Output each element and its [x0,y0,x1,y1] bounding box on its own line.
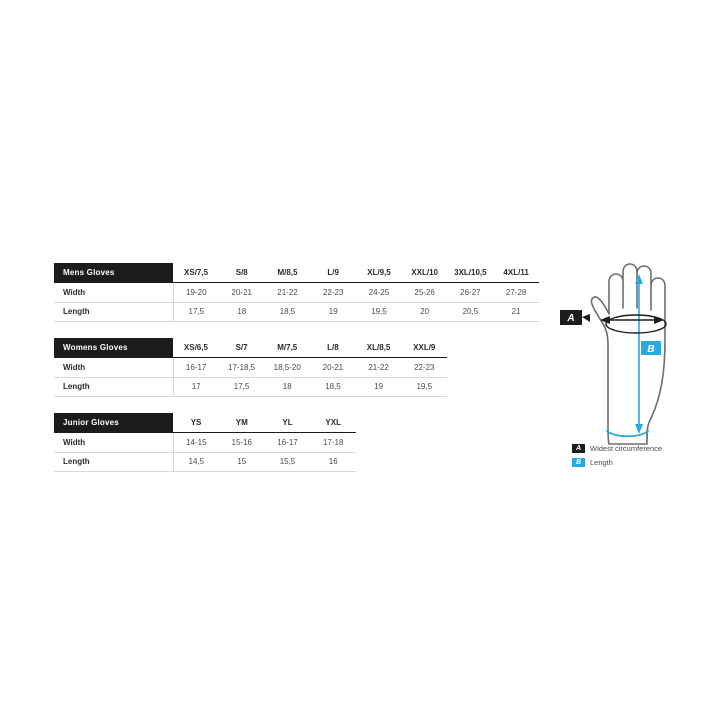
cell-value: 20 [402,302,448,322]
empty-header-cell [493,338,539,358]
column-header-size: YS [173,413,219,433]
legend-label-a: Widest circumference [590,443,663,453]
cell-value: 21-22 [356,358,402,378]
empty-header-cell [356,413,402,433]
table-junior-gloves [54,413,539,472]
empty-cell [447,358,493,378]
row-label: Length [54,302,173,322]
measurement-a-circumference [600,315,666,333]
table-category-label: Junior Gloves [54,413,173,433]
cell-value: 16 [310,452,356,472]
table-row [54,302,539,322]
cell-value: 21 [493,302,539,322]
cell-value: 17,5 [219,377,265,397]
empty-cell [448,452,494,472]
cell-value: 19,5 [356,302,402,322]
marker-a-badge [560,310,590,325]
column-header-size: 4XL/11 [493,263,539,283]
legend-item-a [572,442,720,454]
cell-value: 15 [219,452,265,472]
column-header-size: M/7,5 [264,338,310,358]
cell-value: 20-21 [310,358,356,378]
table-womens-gloves [54,338,539,397]
cell-value: 27-28 [493,283,539,303]
empty-cell [402,433,448,453]
empty-header-cell [402,413,448,433]
legend-badge-a-icon: A [572,444,585,453]
cell-value: 17 [173,377,219,397]
row-label: Length [54,377,173,397]
cell-value: 18,5 [310,377,356,397]
column-header-size: XL/8,5 [356,338,402,358]
legend-item-b [572,456,720,468]
table-row [54,283,539,303]
empty-cell [493,452,539,472]
cell-value: 16-17 [265,433,311,453]
column-header-size: L/9 [310,263,356,283]
cuff-line [607,431,648,436]
column-header-size: XS/7,5 [173,263,219,283]
column-header-size: M/8,5 [265,263,311,283]
column-header-size: XL/9,5 [356,263,402,283]
column-header-size: S/7 [219,338,265,358]
table-mens-gloves [54,263,539,322]
cell-value: 14,5 [173,452,219,472]
row-label: Length [54,452,173,472]
empty-header-cell [493,413,539,433]
legend-badge-b-icon: B [572,458,585,467]
row-label: Width [54,358,173,378]
cell-value: 18,5-20 [264,358,310,378]
empty-cell [402,452,448,472]
cell-value: 25-26 [402,283,448,303]
size-tables-container [54,263,539,488]
cell-value: 22-23 [401,358,447,378]
cell-value: 18,5 [265,302,311,322]
column-header-size: XXL/9 [401,338,447,358]
empty-cell [493,377,539,397]
legend-label-b: Length [590,457,613,467]
cell-value: 18 [264,377,310,397]
table-header-row [54,413,539,433]
column-header-size: YXL [310,413,356,433]
cell-value: 17-18,5 [219,358,265,378]
cell-value: 19,5 [401,377,447,397]
table-row [54,433,539,453]
table-row [54,377,539,397]
cell-value: 26-27 [448,283,494,303]
empty-header-cell [447,338,493,358]
column-header-size: YM [219,413,265,433]
cell-value: 19 [310,302,356,322]
row-label: Width [54,433,173,453]
cell-value: 16-17 [173,358,219,378]
empty-cell [493,433,539,453]
table-row [54,358,539,378]
cell-value: 15,5 [265,452,311,472]
empty-header-cell [448,413,494,433]
svg-text:A: A [567,313,575,324]
cell-value: 14-15 [173,433,219,453]
table-header-row [54,263,539,283]
column-header-size: XXL/10 [402,263,448,283]
column-header-size: XS/6,5 [173,338,219,358]
column-header-size: S/8 [219,263,265,283]
cell-value: 19-20 [173,283,219,303]
cell-value: 18 [219,302,265,322]
cell-value: 24-25 [356,283,402,303]
row-label: Width [54,283,173,303]
table-header-row [54,338,539,358]
cell-value: 22-23 [310,283,356,303]
cell-value: 19 [356,377,402,397]
empty-cell [493,358,539,378]
empty-cell [356,452,402,472]
cell-value: 20-21 [219,283,265,303]
empty-cell [447,377,493,397]
diagram-legend [572,442,720,470]
column-header-size: L/8 [310,338,356,358]
empty-cell [356,433,402,453]
empty-cell [448,433,494,453]
table-category-label: Mens Gloves [54,263,173,283]
cell-value: 17-18 [310,433,356,453]
table-row [54,452,539,472]
cell-value: 17,5 [173,302,219,322]
cell-value: 15-16 [219,433,265,453]
cell-value: 21-22 [265,283,311,303]
svg-text:B: B [647,344,655,355]
marker-b-badge [641,341,661,355]
column-header-size: 3XL/10,5 [448,263,494,283]
column-header-size: YL [265,413,311,433]
cell-value: 20,5 [448,302,494,322]
table-category-label: Womens Gloves [54,338,173,358]
